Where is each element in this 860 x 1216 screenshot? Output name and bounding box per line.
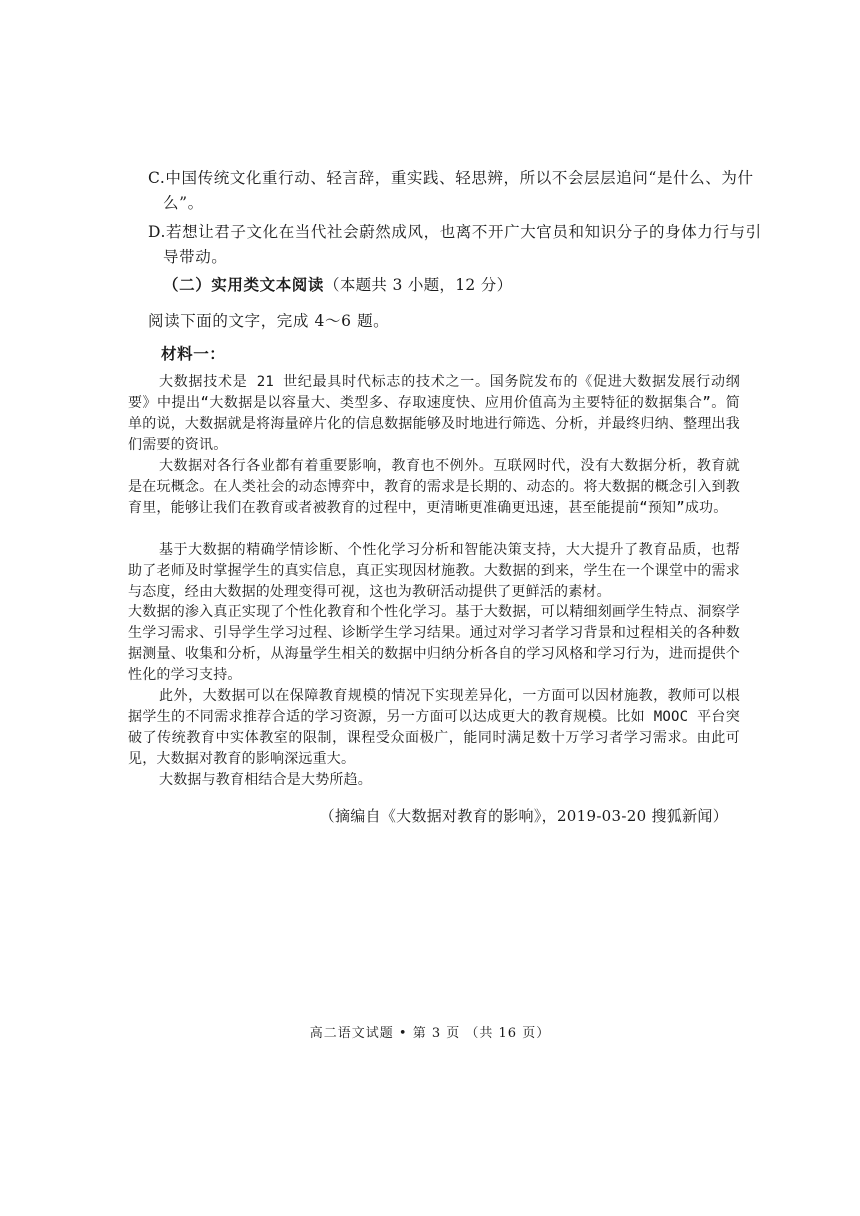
section-note: （本题共 3 小题，12 分） <box>324 276 513 294</box>
paragraph-6: 大数据与教育相结合是大势所趋。 <box>159 772 372 788</box>
source-citation: （摘编自《大数据对教育的影响》，2019-03-20 搜狐新闻） <box>319 807 728 825</box>
paragraph-1: 大数据技术是 21 世纪最具时代标志的技术之一。国务院发布的《促进大数据发展行动纲要》中提出“大数据是以容量大、类型多、存取速度快、应用价值高为主要特征的数据集合”。简单的说，大数据就是将海量碎片化的信息数据能够及时地进行筛选、分析，并最终归纳、整理出我们需要的资讯。 <box>128 374 740 453</box>
paragraph-5: 此外，大数据可以在保障教育规模的情况下实现差异化，一方面可以因材施教，教师可以根据学生的不同需求推荐合适的学习资源，另一方面可以达成更大的教育规模。比如 MOOC 平台突破了传统教育中实体教室的限制，课程受众面极广，能同时满足数十万学习者学习需求。由此可见，大数据对教育的影响深远重大。 <box>128 688 740 767</box>
page-footer: 高二语文试题 • 第 3 页 （共 16 页） <box>309 1026 551 1041</box>
reading-instruction: 阅读下面的文字，完成 4～6 题。 <box>148 312 390 330</box>
paragraph-3: 基于大数据的精确学情诊断、个性化学习分析和智能决策支持，大大提升了教育品质，也帮助了老师及时掌握学生的真实信息，真正实现因材施教。大数据的到来，学生在一个课堂中的需求与态度，经由大数据的处理变得可视，这也为教研活动提供了更鲜活的素材。 <box>128 542 740 600</box>
option-d: D.若想让君子文化在当代社会蔚然成风，也离不开广大官员和知识分子的身体力行与引导带动。 <box>148 223 762 266</box>
option-c: C.中国传统文化重行动、轻言辞，重实践、轻思辨，所以不会层层追问“是什么、为什么”。 <box>148 169 754 212</box>
paragraph-4: 大数据的渗入真正实现了个性化教育和个性化学习。基于大数据，可以精细刻画学生特点、洞察学生学习需求、引导学生学习过程、诊断学生学习结果。通过对学习者学习背景和过程相关的各种数据测量、收集和分析，从海量学生相关的数据中归纳分析各自的学习风格和学习行为，进而提供个性化的学习支持。 <box>128 604 740 683</box>
paragraph-2: 大数据对各行各业都有着重要影响，教育也不例外。互联网时代，没有大数据分析，教育就是在玩概念。在人类社会的动态博弈中，教育的需求是长期的、动态的。将大数据的概念引入到教育里，能够让我们在教育或者被教育的过程中，更清晰更准确更迅速，甚至能提前“预知”成功。 <box>128 458 740 516</box>
material-label: 材料一： <box>161 344 226 363</box>
section-title <box>163 273 512 297</box>
section-title-text: （二）实用类文本阅读 <box>163 275 325 294</box>
